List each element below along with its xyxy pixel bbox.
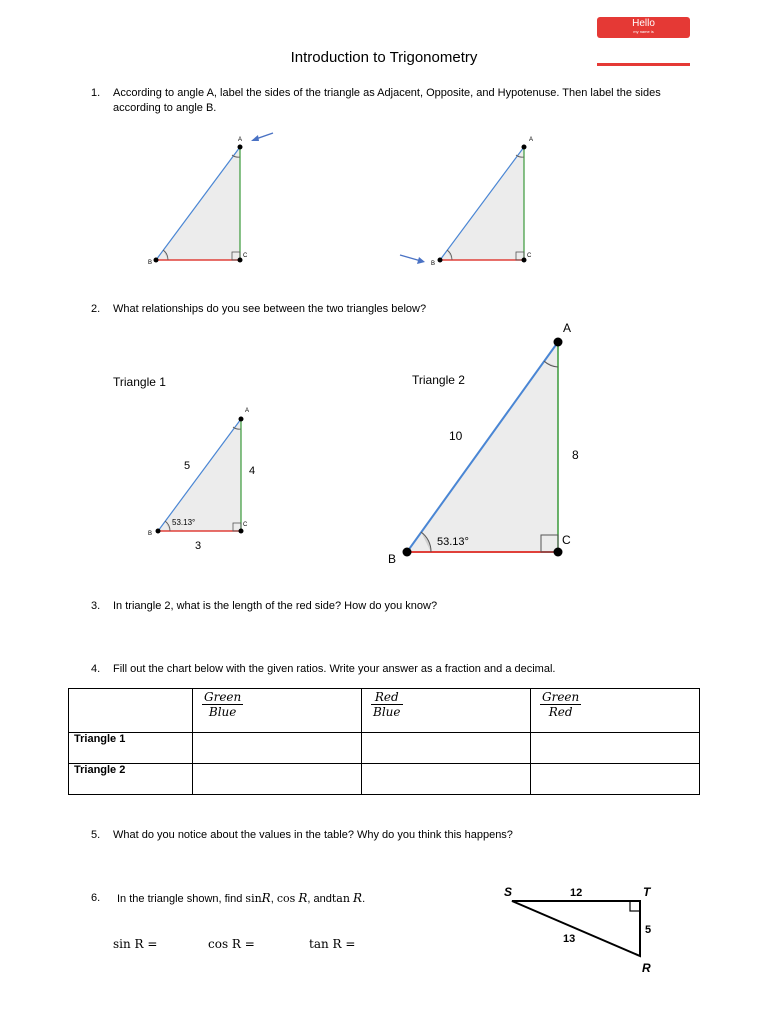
header-red-blue: [362, 689, 531, 733]
question-number: 6.: [91, 892, 101, 904]
q1-triangle-right: [400, 137, 533, 267]
question-number: 3.: [91, 600, 101, 612]
answer-cell[interactable]: [531, 733, 700, 764]
vertex-t-label: T: [643, 885, 651, 899]
fraction-numerator: Green: [542, 690, 580, 704]
badge-hello-text: Hello: [632, 18, 655, 29]
table-row: [69, 764, 700, 795]
question-text: Fill out the chart below with the given ratios. Write your answer as a fraction and a decimal.: [113, 663, 556, 675]
badge-subtext: my name is: [633, 29, 654, 34]
vertex-a-label: A: [237, 137, 243, 143]
adjacent-length: 3: [195, 540, 202, 552]
header-green-blue: [193, 689, 362, 733]
vertex-b-label: B: [388, 552, 397, 566]
vertex-a-label: A: [529, 137, 534, 143]
answer-cell[interactable]: [193, 764, 362, 795]
vertex-a-label: A: [245, 408, 250, 414]
row-label-triangle-1: Triangle 1: [69, 733, 193, 764]
vertex-c-label: C: [562, 533, 571, 547]
angle-b-measure: 53.13°: [437, 536, 469, 548]
table-header-row: [69, 689, 700, 733]
answer-cell[interactable]: [193, 733, 362, 764]
q2-triangles-figure: [0, 318, 768, 568]
triangle-1: [113, 375, 255, 552]
side-sr-length: 13: [563, 933, 576, 945]
table-row: [69, 733, 700, 764]
fraction-numerator: Red: [371, 690, 403, 705]
angle-b-measure: 53.13°: [172, 518, 196, 527]
question-number: 4.: [91, 663, 101, 675]
question-number: 1.: [91, 87, 101, 99]
vertex-b-label: B: [148, 260, 153, 266]
vertex-c-label: C: [243, 522, 248, 528]
fraction-denominator: Blue: [373, 705, 401, 719]
row-label-triangle-2: Triangle 2: [69, 764, 193, 795]
q1-triangles-figure: [0, 125, 768, 275]
opposite-length: 4: [249, 465, 256, 477]
answer-sin-r: sin R =: [113, 937, 158, 951]
question-text: In triangle 2, what is the length of the red side? How do you know?: [113, 600, 438, 612]
vertex-c-label: C: [243, 253, 248, 259]
vertex-r-label: R: [642, 961, 651, 975]
table-corner-cell: [69, 689, 193, 733]
page-title: Introduction to Trigonometry: [290, 49, 478, 66]
question-text: What relationships do you see between the two triangles below?: [113, 303, 427, 315]
question-number: 5.: [91, 829, 101, 841]
opposite-length: 8: [572, 448, 579, 462]
vertex-c-label: C: [527, 253, 532, 259]
triangle-1-label: Triangle 1: [113, 375, 166, 389]
question-number: 2.: [91, 303, 101, 315]
question-text: What do you notice about the values in the table? Why do you think this happens?: [113, 829, 513, 841]
side-st-length: 12: [570, 887, 583, 899]
arrow-to-b-icon: [400, 255, 425, 264]
side-tr-length: 5: [645, 924, 652, 936]
vertex-b-label: B: [431, 261, 436, 267]
question-text: According to angle A, label the sides of the triangle as Adjacent, Opposite, and Hypotenuse. Then label the sides according to angle B.: [113, 87, 661, 114]
vertex-a-label: A: [563, 321, 572, 335]
answer-cell[interactable]: [531, 764, 700, 795]
triangle-2-label: Triangle 2: [412, 373, 465, 387]
hypotenuse-length: 5: [184, 460, 191, 472]
q6-triangle-srt: [490, 878, 670, 978]
fraction-numerator: Green: [204, 690, 242, 704]
answer-tan-r: tan R =: [309, 937, 356, 951]
arrow-to-a-icon: [251, 133, 273, 141]
question-text: In the triangle shown, find sinR, cos R, andtan R.: [117, 891, 366, 905]
triangle-2: [388, 321, 579, 566]
vertex-s-label: S: [504, 885, 513, 899]
header-green-red: [531, 689, 700, 733]
answer-cell[interactable]: [362, 764, 531, 795]
fraction-denominator: Blue: [208, 705, 237, 719]
vertex-b-label: B: [148, 531, 153, 537]
answer-cos-r: cos R =: [208, 937, 255, 951]
name-tag-badge: [597, 17, 690, 38]
answer-cell[interactable]: [362, 733, 531, 764]
q1-triangle-left: [148, 133, 273, 266]
fraction-denominator: Red: [548, 705, 573, 719]
ratio-table: [68, 688, 700, 795]
hypotenuse-length: 10: [449, 429, 463, 443]
